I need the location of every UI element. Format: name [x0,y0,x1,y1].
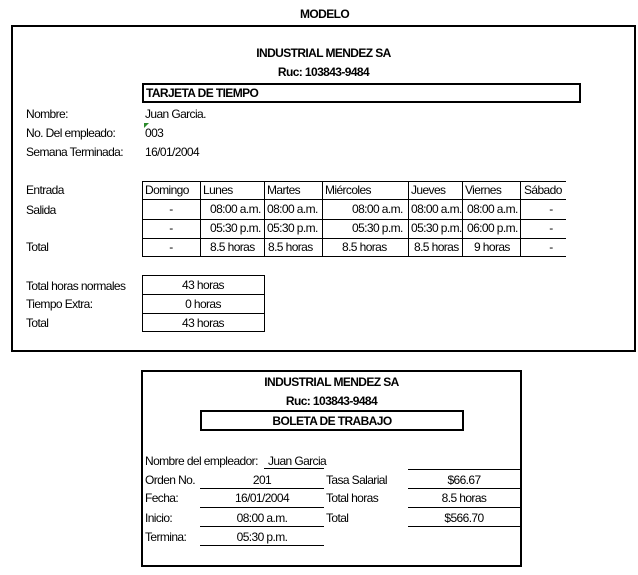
summary-label-total: Total [26,316,49,330]
work-slip-title: BOLETA DE TRABAJO [272,414,392,428]
summary-value-extra: 0 horas [185,297,221,311]
work-slip-title-box [200,410,464,431]
total-pay-label: Total [326,511,349,525]
summary-value-total: 43 horas [182,316,224,330]
name-label: Nombre: [26,107,68,121]
time-card-company: INDUSTRIAL MENDEZ SA [256,46,391,60]
summary-label-extra: Tiempo Extra: [26,297,93,311]
total-pay-underline [408,526,520,527]
time-card-title: TARJETA DE TIEMPO [146,86,259,100]
employer-name-label: Nombre del empleador: [145,454,258,468]
salida-jueves: 05:30 p.m. [411,221,462,235]
summary-label-normal: Total horas normales [26,279,126,293]
entrada-martes: 08:00 a.m. [267,202,318,216]
work-slip-ruc: Ruc: 103843-9484 [285,394,378,408]
day-header-viernes: Viernes [465,183,502,197]
end-value: 05:30 p.m. [236,530,288,544]
summary-value-normal: 43 horas [182,278,224,292]
start-value: 08:00 a.m. [236,511,288,525]
entrada-jueves: 08:00 a.m. [411,202,462,216]
row-label-salida: Salida [26,203,56,217]
row-label-entrada: Entrada [26,183,64,197]
wage-rate-label: Tasa Salarial [326,473,387,487]
total-hours-underline [408,507,520,508]
work-slip-company: INDUSTRIAL MENDEZ SA [264,375,399,389]
day-header-jueves: Jueves [411,183,446,197]
employer-name-underline [264,468,324,469]
salida-miercoles: 05:30 p.m. [352,221,403,235]
date-underline [200,507,324,508]
start-label: Inicio: [145,511,173,525]
end-underline [200,545,324,546]
week-end-value: 16/01/2004 [145,145,200,159]
entrada-domingo: - [169,202,173,216]
wage-rate-value: $66.67 [447,473,481,487]
total-lunes: 8.5 horas [210,240,255,254]
salida-viernes: 06:00 p.m. [467,221,518,235]
employee-no-label: No. Del empleado: [26,126,116,140]
total-sabado: - [549,240,553,254]
employee-no-value: 003 [145,126,164,140]
salida-domingo: - [169,221,173,235]
start-underline [200,526,324,527]
total-pay-value: $566.70 [444,511,484,525]
day-header-martes: Martes [267,183,301,197]
name-value: Juan Garcia. [145,107,206,121]
salida-sabado: - [549,221,553,235]
total-hours-label: Total horas [326,491,379,505]
end-label: Termina: [145,530,187,544]
order-no-underline [200,488,324,489]
entrada-viernes: 08:00 a.m. [467,202,518,216]
total-martes: 8.5 horas [268,240,313,254]
date-label: Fecha: [145,491,179,505]
day-header-miercoles: Miércoles [325,183,371,197]
order-no-value: 201 [252,473,272,487]
entrada-lunes: 08:00 a.m. [210,202,261,216]
total-domingo: - [169,240,173,254]
row-label-total: Total [26,240,49,254]
week-end-label: Semana Terminada: [26,145,123,159]
day-header-domingo: Domingo [145,183,189,197]
wage-rate-underline [408,488,520,489]
salida-lunes: 05:30 p.m. [210,221,261,235]
wage-rate-overline [408,469,520,470]
entrada-sabado: - [549,202,553,216]
total-hours-value: 8.5 horas [441,491,487,505]
page-heading: MODELO [300,7,350,21]
total-viernes: 9 horas [474,240,510,254]
total-miercoles: 8.5 horas [342,240,387,254]
date-value: 16/01/2004 [234,491,290,505]
day-header-sabado: Sábado [524,183,562,197]
total-jueves: 8.5 horas [414,240,459,254]
time-card-ruc: Ruc: 103843-9484 [277,65,370,79]
day-header-lunes: Lunes [203,183,233,197]
salida-martes: 05:30 p.m. [267,221,318,235]
time-card-title-box [142,83,581,103]
order-no-label: Orden No. [145,473,195,487]
entrada-miercoles: 08:00 a.m. [352,202,403,216]
employer-name-value: Juan Garcia [268,454,327,468]
